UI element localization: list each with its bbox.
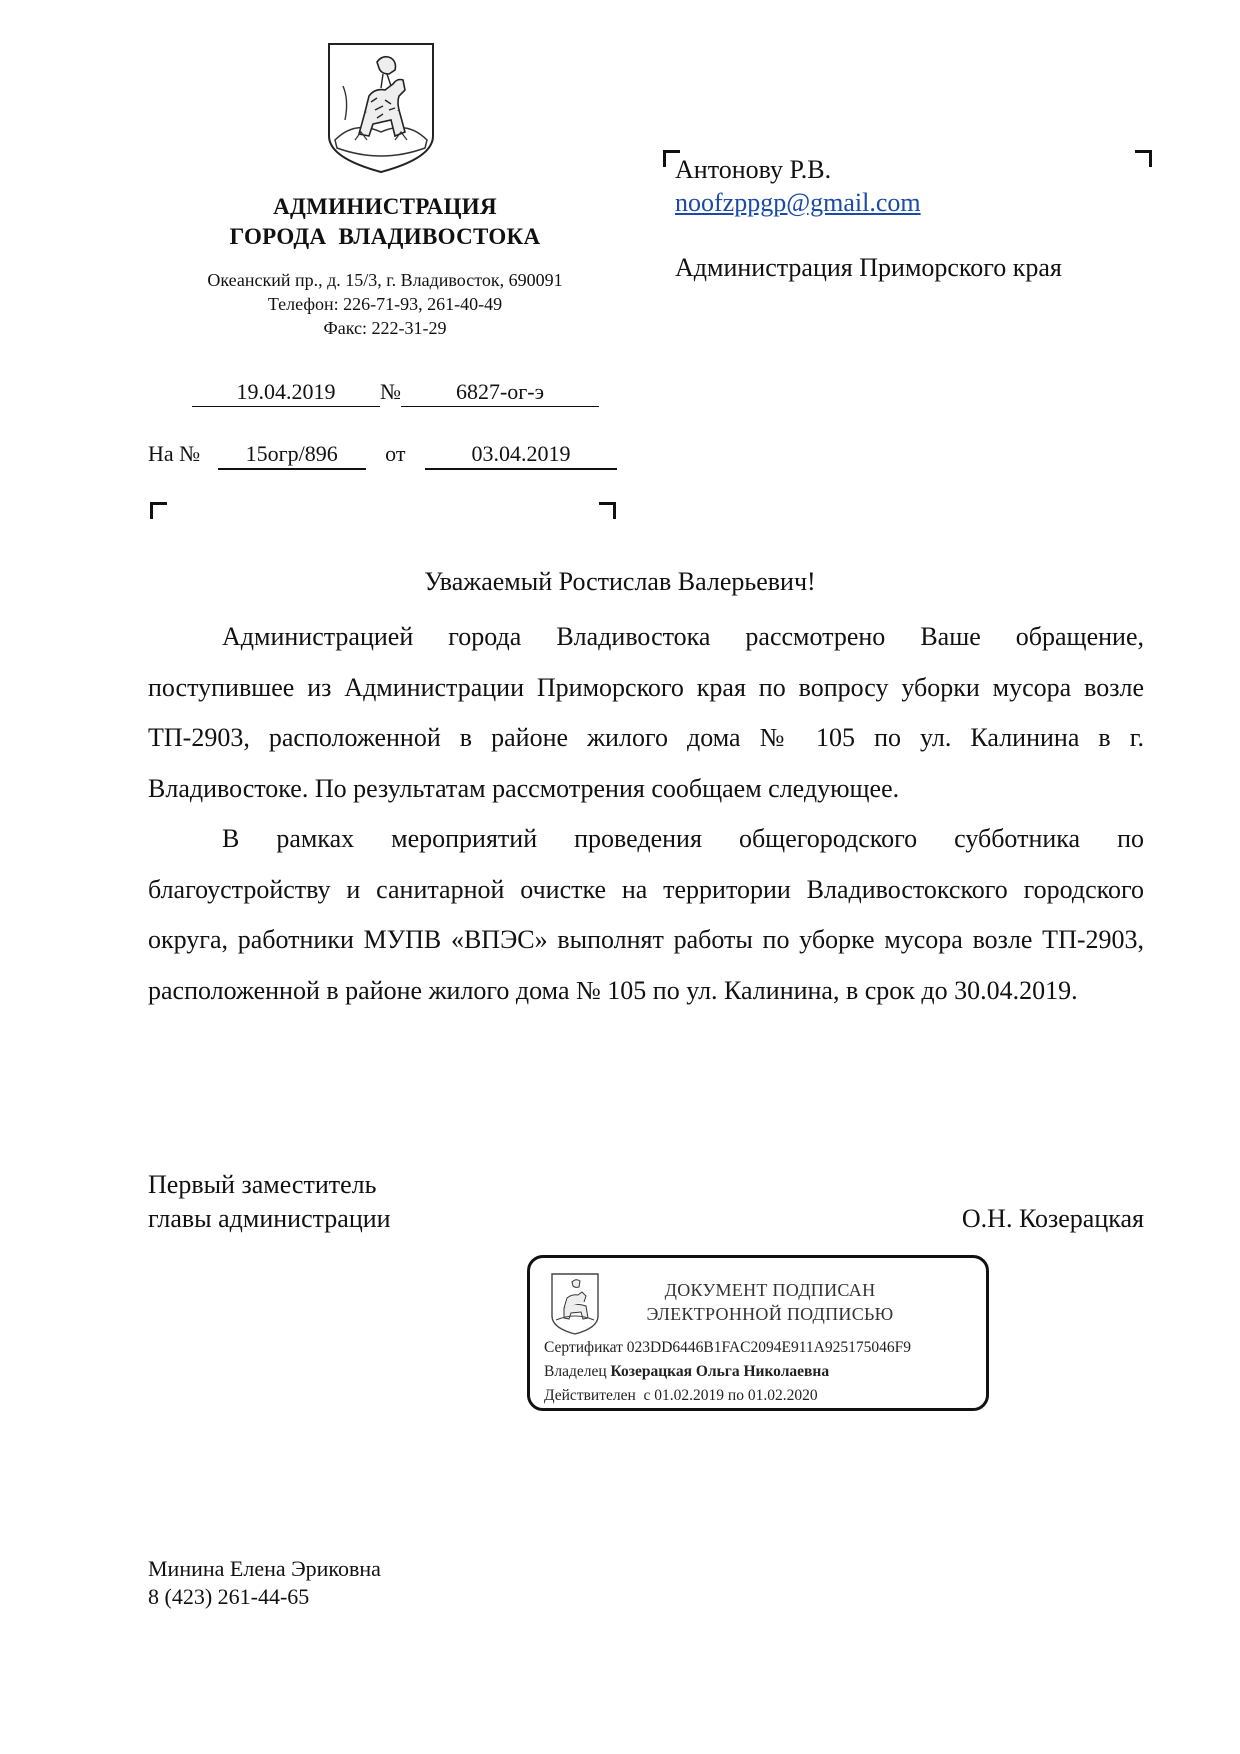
number-sign: № [380,379,401,404]
organization-contacts [150,268,620,340]
valid-to-label: по [727,1387,744,1404]
stamp-heading [620,1278,920,1326]
electronic-signature-stamp [527,1255,989,1411]
coat-of-arms-icon [325,40,437,176]
recipient-email-link[interactable]: noofzppgp@gmail.com [675,188,921,217]
owner-label: Владелец [544,1363,607,1380]
valid-from-value: 01.02.2019 [654,1387,725,1404]
executor-block [148,1555,381,1611]
recipient-block [675,153,1062,284]
stamp-heading-line1: ДОКУМЕНТ ПОДПИСАН [664,1280,876,1300]
organization-name [150,192,620,252]
org-name-line2: ГОРОДА ВЛАДИВОСТОКА [229,224,541,249]
letter-body [148,612,1144,1016]
corner-mark-left [150,502,167,519]
corner-mark-right [599,502,616,519]
owner-value: Козерацкая Ольга Николаевна [610,1363,830,1380]
org-name-line1: АДМИНИСТРАЦИЯ [273,194,497,219]
registration-number: 6827-ог-э [401,378,599,407]
signatory-title-line2: главы администрации [148,1204,391,1233]
registration-date: 19.04.2019 [192,378,380,407]
stamp-heading-line2: ЭЛЕКТРОННОЙ ПОДПИСЬЮ [646,1304,894,1324]
valid-to-value: 01.02.2020 [747,1387,818,1404]
registration-date-number [192,378,599,407]
certificate-line [544,1336,911,1360]
ref-number: 15огр/896 [218,440,366,470]
stamp-coat-of-arms-icon [550,1272,600,1336]
executor-phone: 8 (423) 261-44-65 [148,1584,310,1609]
certificate-label: Сертификат [544,1339,623,1356]
recipient-corner-right [1135,150,1152,167]
body-paragraph-2: В рамках мероприятий проведения общегородского субботника по благоустройству и санитарной очистке на территории Владивостокского городского округа, работники МУПВ «ВПЭС» выполнят работы по уборке мусора возле ТП-2903, расположенной в районе жилого дома № 105 по ул. Калинина, в срок до 30.04.2019. [148,824,1144,1005]
executor-name: Минина Елена Эриковна [148,1556,381,1581]
signatory-title-line1: Первый заместитель [148,1170,377,1199]
reference-line [148,440,617,470]
org-fax: Факс: 222-31-29 [323,318,447,338]
validity-line [544,1384,911,1408]
valid-from-label: Действителен с [544,1387,651,1404]
recipient-name: Антонову Р.В. [675,155,832,184]
recipient-organization: Администрация Приморского края [675,253,1062,282]
greeting: Уважаемый Ростислав Валерьевич! [424,567,816,596]
signatory-name: О.Н. Козерацкая [961,1204,1144,1233]
stamp-details [544,1336,911,1408]
certificate-value: 023DD6446B1FAC2094E911A925175046F9 [626,1339,911,1356]
org-address: Океанский пр., д. 15/3, г. Владивосток, 690091 [207,270,563,290]
owner-line [544,1360,911,1384]
org-phone: Телефон: 226-71-93, 261-40-49 [267,294,503,314]
ref-from: от [385,441,406,466]
ref-date: 03.04.2019 [425,440,617,470]
ref-prefix: На № [148,441,201,466]
body-paragraph-1: Администрацией города Владивостока рассмотрено Ваше обращение, поступившее из Администрации Приморского края по вопросу уборки мусора возле ТП-2903, расположенной в районе жилого дома № 105 по ул. Калинина в г. Владивостоке. По результатам рассмотрения сообщаем следующее. [148,622,1144,803]
signatory-title [148,1168,391,1236]
